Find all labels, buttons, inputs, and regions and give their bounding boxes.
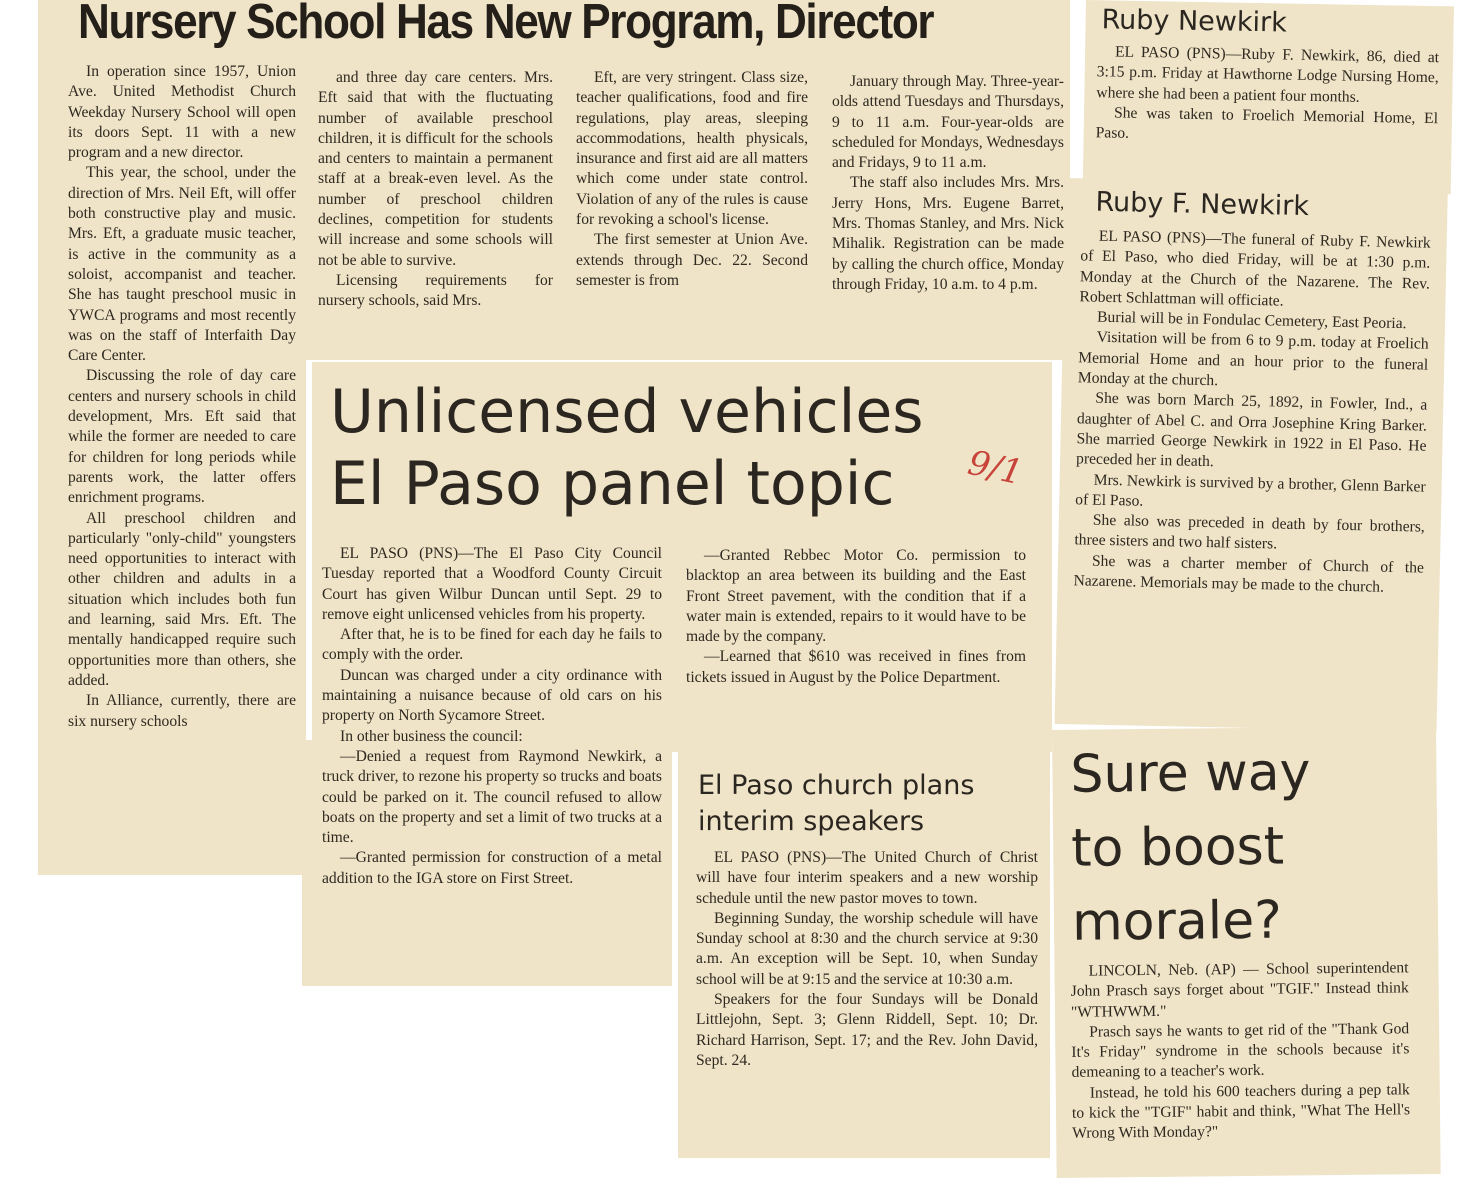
obit-paragraph: Visitation will be from 6 to 9 p.m. today at Froelich Memorial Home and an hour prior to the funeral Monday at the church. — [1077, 329, 1429, 390]
obit-body — [1073, 226, 1431, 599]
obit-paragraph: She also was preceded in death by four brothers, three sisters and two half sisters. — [1074, 511, 1425, 553]
nursery-column-3 — [576, 68, 808, 291]
morale-headline-line: Sure way — [1070, 742, 1311, 805]
morale-paragraph: Instead, he told his 600 teachers during a pep talk to kick the "TGIF" habit and think, "What The Hell's Wrong With Monday?" — [1071, 1081, 1411, 1143]
obit-paragraph: Burial will be in Fondulac Cemetery, East Peoria. — [1096, 308, 1407, 333]
obit-paragraph: She was born March 25, 1892, in Fowler, Ind., a daughter of Abel C. and Orra Josephine Kring Barker. She married George Newkirk in 1922 in El Paso. He preceded her in death. — [1075, 390, 1428, 471]
obit-paragraph: Mrs. Newkirk is survived by a brother, Glenn Barker of El Paso. — [1075, 471, 1426, 510]
nursery-paragraph: and three day care centers. Mrs. Eft said that with the fluctuating number of available preschool children, it is difficult for the schools and centers to maintain a permanent staff at a break-even level. As the number of preschool children declines, competition for students will increase and some schools will not be able to survive. — [318, 69, 553, 269]
obit-paragraph: She was taken to Froelich Memorial Home, El Paso. — [1095, 104, 1439, 142]
church-body — [696, 848, 1038, 1071]
vehicles-headline — [330, 376, 1050, 520]
vehicles-paragraph: —Granted Rebbec Motor Co. permission to blacktop an area between its building and the East Front Street pavement, with the condition that if a water main is extended, repairs to it would have to be made by the company. — [686, 547, 1026, 646]
obit-body — [1095, 42, 1439, 149]
nursery-paragraph: In operation since 1957, Union Ave. United Methodist Church Weekday Nursery School will open its doors Sept. 11 with a new program and a new director. — [68, 63, 296, 162]
nursery-paragraph: The staff also includes Mrs. Mrs. Jerry Hons, Mrs. Eugene Barret, Mrs. Thomas Stanley, and Mrs. Nick Mihalik. Registration can be made by calling the church office, Monday through Friday, 10 a.m. to 4 p.m. — [832, 174, 1064, 293]
morale-headline — [1070, 735, 1312, 959]
obit-headline: Ruby Newkirk — [1101, 4, 1288, 39]
vehicles-paragraph: EL PASO (PNS)—The El Paso City Council Tuesday reported that a Woodford County Circuit Court has given Wilbur Duncan until Sept. 29 to remove eight unlicensed vehicles from his property. — [322, 545, 662, 623]
nursery-paragraph: The first semester at Union Ave. extends through Dec. 22. Second semester is from — [576, 231, 808, 289]
vehicles-headline-line: Unlicensed vehicles — [330, 377, 924, 447]
morale-headline-line: morale? — [1071, 890, 1283, 953]
nursery-column-4 — [832, 72, 1064, 295]
morale-body — [1070, 958, 1410, 1144]
vehicles-paragraph: In other business the council: — [340, 727, 523, 745]
nursery-paragraph: All preschool children and particularly "only-child" youngsters need opportunities to interact with other children and adults in a situation which includes both fun and learning, said Mrs. Eft. The mentally handicapped require such opportunities more than others, she added. — [68, 509, 296, 689]
nursery-paragraph: January through May. Three-year-olds attend Tuesdays and Thursdays, 9 to 11 a.m. Four-year-olds are scheduled for Mondays, Wednesdays and Fridays, 9 to 11 a.m. — [832, 73, 1064, 172]
church-headline — [698, 768, 974, 840]
handwritten-date: 9/1 — [964, 442, 1027, 494]
nursery-headline: Nursery School Has New Program, Director — [78, 0, 934, 49]
morale-clipping — [1052, 726, 1441, 1178]
vehicles-headline-line: El Paso panel topic — [330, 449, 895, 519]
nursery-paragraph: Discussing the role of day care centers and nursery schools in child development, Mrs. Eft said that while the former are needed to care for children for long periods while parents work, the latter offers enrichment programs. — [68, 367, 296, 507]
vehicles-column-2 — [686, 546, 1026, 688]
obit-paragraph: EL PASO (PNS)—Ruby F. Newkirk, 86, died at 3:15 p.m. Friday at Hawthorne Lodge Nursing Home, where she had been a patient four months. — [1096, 43, 1440, 106]
vehicles-column-1 — [322, 544, 662, 889]
nursery-paragraph: Eft, are very stringent. Class size, teacher qualifications, food and fire regulations, play areas, sleeping accommodations, health physicals, insurance and first aid are all matters which come under state control. Violation of any of the rules is cause for revoking a school's license. — [576, 69, 808, 229]
church-headline-line: interim speakers — [698, 806, 925, 837]
vehicles-paragraph: —Granted permission for construction of a metal addition to the IGA store on First Street. — [322, 849, 662, 887]
morale-headline-line: to boost — [1070, 816, 1285, 879]
church-headline-line: El Paso church plans — [698, 770, 975, 801]
church-paragraph: EL PASO (PNS)—The United Church of Christ will have four interim speakers and a new worship schedule until the new pastor moves to town. — [696, 849, 1038, 907]
nursery-paragraph: This year, the school, under the direction of Mrs. Neil Eft, will offer both constructive play and music. Mrs. Eft, a graduate music teacher, is active in the community as a soloist, accompanist and teacher. She has taught preschool music in YWCA programs and most recently was on the staff of Interfaith Day Care Center. — [68, 164, 296, 365]
nursery-column-1 — [68, 62, 296, 732]
nursery-column-2 — [318, 68, 553, 312]
church-clipping — [678, 752, 1050, 1158]
obit-paragraph: She was a charter member of Church of the Nazarene. Memorials may be made to the church. — [1073, 552, 1425, 596]
obit-headline: Ruby F. Newkirk — [1095, 186, 1310, 223]
obit-ruby-f-newkirk-clipping — [1055, 178, 1448, 732]
obit-ruby-newkirk-clipping — [1083, 0, 1454, 194]
vehicles-paragraph: —Denied a request from Raymond Newkirk, a truck driver, to rezone his property so trucks and boats could be parked on it. The council refused to allow boats on the property and set a limit of two trucks at a time. — [322, 747, 662, 847]
church-paragraph: Beginning Sunday, the worship schedule will have Sunday school at 8:30 and the church service at 9:30 a.m. An exception will be Sept. 10, when Sunday school will be at 9:15 and the service at 10:30 a.m. — [696, 909, 1038, 988]
morale-paragraph: LINCOLN, Neb. (AP) — School superintendent John Prasch says forget about "TGIF." Instead think "WTHWWM." — [1070, 959, 1409, 1021]
vehicles-paragraph: Duncan was charged under a city ordinance with maintaining a nuisance because of old cars on his property on North Sycamore Street. — [322, 666, 662, 725]
vehicles-paragraph: After that, he is to be fined for each day he fails to comply with the order. — [322, 626, 662, 664]
church-paragraph: Speakers for the four Sundays will be Donald Littlejohn, Sept. 3; Glenn Riddell, Sept. 10; Dr. Richard Harrison, Sept. 17; and the Rev. John David, Sept. 24. — [696, 991, 1038, 1069]
nursery-paragraph: In Alliance, currently, there are six nursery schools — [68, 692, 296, 730]
nursery-paragraph: Licensing requirements for nursery schools, said Mrs. — [318, 271, 553, 310]
morale-paragraph: Prasch says he wants to get rid of the "Thank God It's Friday" syndrome in the schools because it's demeaning to a teacher's work. — [1071, 1020, 1410, 1082]
obit-paragraph: EL PASO (PNS)—The funeral of Ruby F. Newkirk of El Paso, who died Friday, will be at 1:30 p.m. Monday at the Church of the Nazarene. The Rev. Robert Schlattman will officiate. — [1079, 227, 1431, 310]
vehicles-paragraph: —Learned that $610 was received in fines from tickets issued in August by the Police Department. — [686, 648, 1026, 686]
